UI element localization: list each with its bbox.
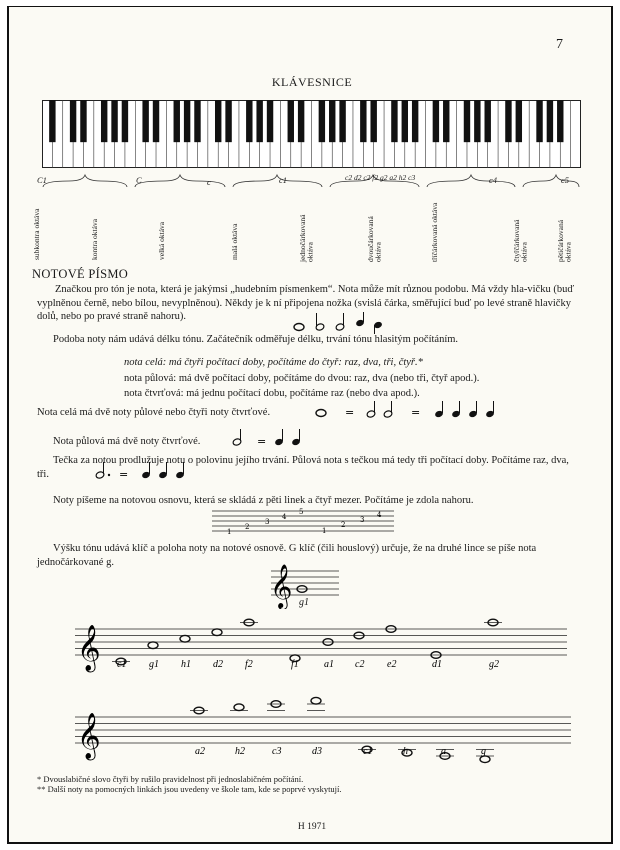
- svg-text:4: 4: [377, 511, 382, 519]
- black-key: [80, 100, 86, 142]
- page-number: 7: [556, 37, 563, 52]
- black-key: [101, 100, 107, 142]
- whole-note: [234, 704, 244, 711]
- note-name-label: c2: [355, 659, 365, 670]
- equivalence-half: [227, 428, 317, 452]
- black-key: [339, 100, 345, 142]
- black-key: [402, 100, 408, 142]
- paragraph-cela-rovna: Nota celá má dvě noty půlové nebo čtyři noty čtvrťové.: [37, 407, 271, 418]
- black-key: [557, 100, 563, 142]
- label-c4: c4: [489, 175, 498, 185]
- paragraph-pulova-rovna: Nota půlová má dvě noty čtvrťové.: [53, 436, 201, 447]
- note-name-label: f2: [245, 659, 253, 670]
- black-key: [142, 100, 148, 142]
- treble-clef-icon: 𝄞: [77, 713, 101, 759]
- black-key: [267, 100, 273, 142]
- treble-clef-icon: 𝄞: [270, 564, 293, 608]
- label-C1: C1: [37, 175, 47, 185]
- black-key: [484, 100, 490, 142]
- label-c5: c5: [561, 175, 570, 185]
- octave-tricarkovana: tříčárkovaná oktáva: [430, 202, 439, 262]
- equivalence-dotted: [94, 461, 204, 483]
- black-key: [49, 100, 55, 142]
- piano-keyboard: [42, 100, 581, 168]
- black-key: [547, 100, 553, 142]
- black-key: [225, 100, 231, 142]
- svg-text:=: =: [345, 406, 355, 419]
- black-key: [433, 100, 439, 142]
- g-clef-note-label: g1: [299, 597, 309, 608]
- note-name-label: a2: [195, 746, 205, 757]
- paragraph-nota-cela: nota celá: má čtyři počítací doby, počítáme do čtyř: raz, dva, tři, čtyř.*: [124, 357, 423, 368]
- svg-text:3: 3: [265, 518, 270, 526]
- paragraph-osnova: Noty píšeme na notovou osnovu, která se skládá z pěti linek a čtyř mezer. Počítáme je zdola nahoru.: [53, 495, 474, 506]
- black-key: [516, 100, 522, 142]
- svg-text:=: =: [411, 406, 421, 419]
- black-key: [370, 100, 376, 142]
- octave-kontra: kontra oktáva: [90, 218, 99, 260]
- svg-text:4: 4: [282, 513, 287, 521]
- black-key: [256, 100, 262, 142]
- svg-text:=: =: [119, 468, 129, 481]
- label-c: c: [207, 177, 211, 187]
- equivalence-whole: [311, 400, 507, 424]
- svg-text:3: 3: [360, 516, 365, 524]
- note-name-label: g1: [149, 659, 159, 670]
- black-key: [246, 100, 252, 142]
- whole-note: [212, 629, 222, 636]
- black-key: [412, 100, 418, 142]
- note-name-label: e2: [387, 659, 397, 670]
- octave-velka: velká oktáva: [157, 221, 166, 260]
- note-name-label: a: [441, 746, 446, 757]
- black-key: [391, 100, 397, 142]
- treble-clef-icon: 𝄞: [77, 625, 101, 671]
- staff-example-2: [71, 687, 583, 771]
- staff-numbered-lines: [209, 507, 399, 535]
- black-key: [360, 100, 366, 142]
- note-name-label: h: [403, 746, 408, 757]
- black-key: [319, 100, 325, 142]
- paragraph-nota-ctvrtova: nota čtvrťová: má jednu počítací dobu, počítáme raz (nebo dva apod.).: [124, 388, 420, 399]
- note-name-label: a1: [324, 659, 334, 670]
- label-c2-group: c2 d2 c2 f2 g2 a2 h2 c3: [345, 173, 416, 182]
- note-name-label: g: [481, 746, 486, 757]
- whole-note: [148, 642, 158, 649]
- svg-text:5: 5: [299, 508, 304, 516]
- black-key: [122, 100, 128, 142]
- paragraph-delka: Podoba noty nám udává délku tónu. Začátečník odměřuje délku, trvání tónu hlasitým počítáním.: [53, 334, 459, 345]
- black-key: [443, 100, 449, 142]
- black-key: [288, 100, 294, 142]
- black-key: [174, 100, 180, 142]
- book-page: [7, 6, 613, 844]
- svg-text:2: 2: [245, 523, 250, 531]
- whole-note: [311, 697, 321, 704]
- footnote-2: ** Další noty na pomocných linkách jsou uvedeny ve škole tam, kde se poprvé vyskytují.: [37, 784, 342, 794]
- black-key: [505, 100, 511, 142]
- note-name-label: g2: [489, 659, 499, 670]
- note-name-label: c3: [272, 746, 282, 757]
- note-name-label: f1: [291, 659, 299, 670]
- black-key: [194, 100, 200, 142]
- svg-text:1: 1: [227, 528, 232, 535]
- paragraph-nota-pulova: nota půlová: má dvě počítací doby, počítáme do dvou: raz, dva (nebo tři, čtyř apod.).: [124, 373, 480, 384]
- octave-ctyrcarkovana: čtyřčárkovaná oktáva: [512, 219, 529, 262]
- octave-mala: malá oktáva: [230, 223, 239, 260]
- section-title: NOTOVÉ PÍSMO: [32, 267, 129, 281]
- paragraph-klic: Výšku tónu udává klíč a poloha noty na notové osnově. G klíč (čili houslový) určuje, že na druhé lince se píše nota jednočárkované g.: [37, 543, 537, 568]
- footnote-1: * Dvouslabičné slovo čtyři by rušilo pravidelnost při jednoslabičném počítání.: [37, 774, 304, 784]
- label-c1: c1: [279, 175, 288, 185]
- svg-text:2: 2: [341, 521, 346, 529]
- black-key: [111, 100, 117, 142]
- black-key: [474, 100, 480, 142]
- note-name-label: h1: [181, 659, 191, 670]
- octave-jednocarkovana: jednočárkovaná oktáva: [298, 214, 315, 262]
- octave-peticarkovana: pětičárkovaná oktáva: [556, 219, 573, 262]
- black-key: [536, 100, 542, 142]
- black-key: [70, 100, 76, 142]
- keyboard-title: KLÁVESNICE: [271, 75, 353, 89]
- octave-braces: [39, 173, 584, 191]
- note-name-label: c1: [363, 746, 373, 757]
- edition-mark: H 1971: [297, 822, 327, 832]
- black-key: [464, 100, 470, 142]
- label-C: C: [136, 175, 142, 185]
- paragraph-tecka: Tečka za notou prodlužuje notu o polovinu jejího trvání. Půlová nota s tečkou má tedy tři počítací doby. Počítáme raz, dva, tři.: [37, 455, 569, 480]
- octave-subkontra: subkontra oktáva: [32, 208, 41, 260]
- black-key: [215, 100, 221, 142]
- staff-example-1: [71, 617, 571, 677]
- note-name-label: c1: [117, 659, 127, 670]
- black-key: [153, 100, 159, 142]
- black-key: [329, 100, 335, 142]
- note-forms-example: [293, 312, 383, 332]
- note-name-label: d3: [312, 746, 322, 757]
- black-key: [298, 100, 304, 142]
- note-name-label: d2: [213, 659, 223, 670]
- whole-note: [180, 635, 190, 642]
- svg-text:1: 1: [322, 527, 327, 535]
- svg-text:=: =: [257, 435, 267, 448]
- black-key: [184, 100, 190, 142]
- octave-dvoucarkovana: dvoučárkovaná oktáva: [366, 216, 383, 262]
- note-name-label: d1: [432, 659, 442, 670]
- note-name-label: h2: [235, 746, 245, 757]
- paragraph-nota: Značkou pro tón je nota, která je jakýmsi „hudebním písmenkem“. Nota může mít různou podobu. Má vždy hla-vičku (buď vyplněnou černě, nebo bílou, nevyplněnou). Někdy je k ní připojena nožka (svislá čárka, směřující buď po levé straně hlavičky dolů, nebo po pravé straně nahoru).: [37, 284, 575, 323]
